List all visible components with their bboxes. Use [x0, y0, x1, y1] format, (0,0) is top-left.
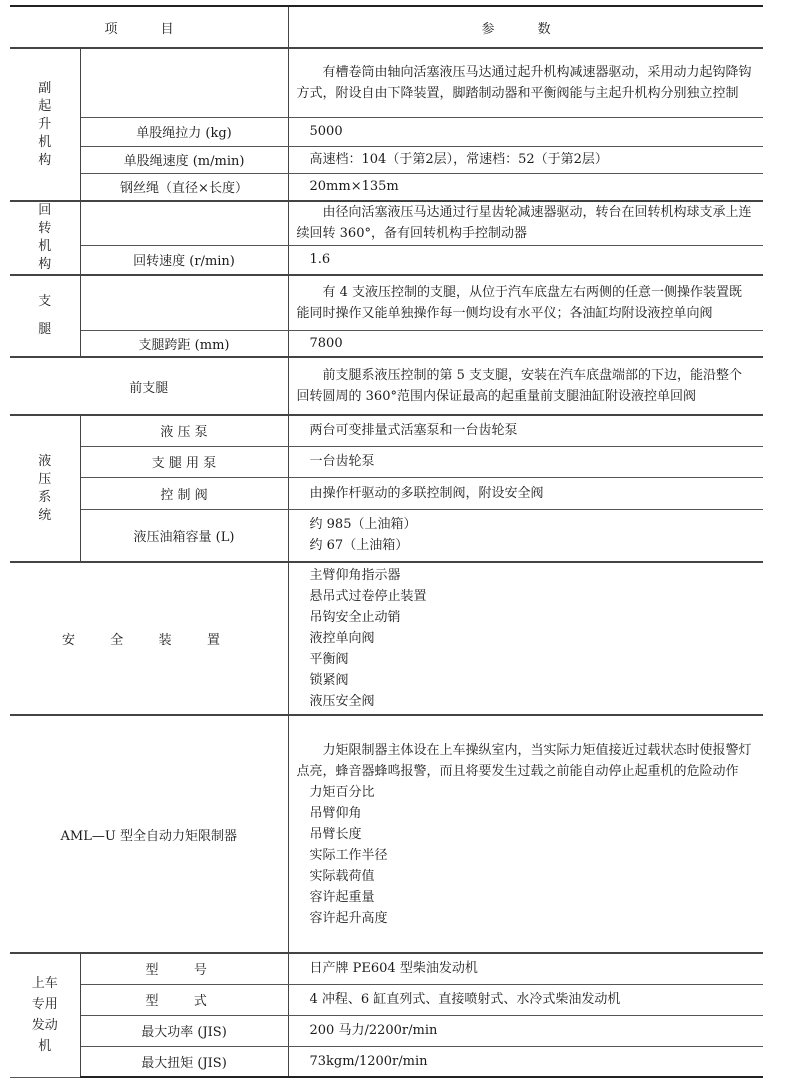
value-text: 20mm×135m	[309, 179, 399, 195]
front-outrigger-label: 前支腿	[10, 357, 288, 415]
slewing-desc	[288, 201, 763, 245]
value-text: 73kgm/1200r/min	[309, 1053, 428, 1069]
row-value	[288, 117, 763, 146]
value-text: 日产牌 PE604 型柴油发动机	[309, 961, 478, 977]
list-item: 锁紧阀	[309, 673, 349, 688]
empty-cell	[80, 48, 288, 117]
aux-hoist-desc	[288, 48, 763, 117]
row-value	[288, 446, 763, 477]
row-label: 支 腿 用 泵	[80, 446, 288, 477]
group-label: 副起升机构	[38, 80, 52, 168]
row-value	[288, 146, 763, 173]
spec-table	[10, 5, 763, 1078]
value-text: 约 67（上油箱）	[309, 538, 409, 554]
list-item: 容许起重量	[309, 889, 375, 905]
safety-label	[10, 562, 288, 715]
list-item: 吊臂长度	[309, 826, 362, 842]
row-value	[288, 173, 763, 201]
value-text: 约 985（上油箱）	[309, 517, 417, 533]
aml-label: AML—U 型全自动力矩限制器	[10, 715, 288, 953]
row-label: 单股绳速度 (m/min)	[80, 146, 288, 173]
outrigger-desc	[288, 275, 763, 330]
row-value	[288, 509, 763, 562]
desc-text: 前支腿系液压控制的第 5 支支腿，安装在汽车底盘端部的下边，能沿整个回转圆周的 360°范围内保证最高的起重量前支腿油缸附设液控单回阀	[296, 368, 743, 404]
desc-text: 有槽卷筒由轴向活塞液压马达通过起升机构减速器驱动，采用动力起钩降钩方式，附设自由下降装置，脚踏制动器和平衡阀能与主起升机构分别独立控制	[296, 64, 752, 101]
group-hydraulic	[10, 415, 80, 562]
value-text: 一台齿轮泵	[309, 454, 375, 469]
group-engine	[10, 953, 80, 1077]
label-text: 安 全 装 置	[61, 633, 236, 648]
list-item: 容许起升高度	[309, 910, 388, 926]
row-label: 液 压 泵	[80, 415, 288, 446]
header-params	[288, 6, 763, 48]
group-outrigger	[10, 275, 80, 357]
row-label: 最大扭矩 (JIS)	[80, 1046, 288, 1077]
row-value	[288, 1046, 763, 1077]
group-label: 液压系统	[38, 453, 52, 523]
label-text: 型 式	[145, 994, 223, 1009]
value-text: 5000	[309, 124, 343, 139]
row-label	[80, 984, 288, 1015]
list-item: 平衡阀	[309, 652, 349, 667]
row-label: 控 制 阀	[80, 477, 288, 509]
value-text: 由操作杆驱动的多联控制阀，附设安全阀	[309, 485, 544, 501]
row-label: 单股绳拉力 (kg)	[80, 117, 288, 146]
aml-content	[288, 715, 763, 953]
row-label: 支腿跨距 (mm)	[80, 330, 288, 357]
empty-cell	[80, 201, 288, 245]
row-label: 回转速度 (r/min)	[80, 245, 288, 275]
row-value	[288, 477, 763, 509]
label-text: 型 号	[145, 963, 223, 979]
list-item: 液控单向阀	[309, 631, 375, 646]
list-item: 液压安全阀	[309, 694, 375, 709]
list-item: 实际工作半径	[309, 847, 388, 863]
group-label: 支腿	[38, 294, 52, 337]
row-label: 最大功率 (JIS)	[80, 1015, 288, 1046]
safety-items	[288, 562, 763, 715]
row-value	[288, 245, 763, 275]
row-value	[288, 330, 763, 357]
row-value	[288, 953, 763, 984]
list-item: 力矩百分比	[309, 784, 375, 800]
row-label	[80, 953, 288, 984]
desc-text: 由径向活塞液压马达通过行星齿轮减速器驱动，转台在回转机构球支承上连续回转 360°，备有回转机构手控制动器	[296, 205, 752, 242]
list-item: 吊钩安全止动销	[309, 610, 401, 625]
header-item	[10, 6, 288, 48]
group-label: 上车专用发动机	[31, 976, 58, 1055]
header-item-text: 项 目	[104, 21, 194, 37]
value-text: 1.6	[309, 252, 331, 268]
value-text: 7800	[309, 335, 343, 351]
row-value	[288, 415, 763, 446]
value-text: 200 马力/2200r/min	[309, 1023, 438, 1038]
group-slewing	[10, 201, 80, 275]
list-item: 实际载荷值	[309, 868, 375, 884]
group-aux-hoist	[10, 48, 80, 201]
desc-text: 有 4 支液压控制的支腿，从位于汽车底盘左右两侧的任意一侧操作装置既能同时操作又能单独操作每一侧均设有水平仪；各油缸均附设液控单向阀	[296, 284, 743, 321]
row-value	[288, 984, 763, 1015]
desc-text: 力矩限制器主体设在上车操纵室内，当实际力矩值接近过载状态时使报警灯点亮，蜂音器蜂鸣报警，而且将要发生过载之前能自动停止起重机的危险动作	[296, 742, 752, 779]
list-item: 吊臂仰角	[309, 805, 362, 821]
row-value	[288, 1015, 763, 1046]
row-label: 钢丝绳（直径×长度）	[80, 173, 288, 201]
list-item: 主臂仰角指示器	[309, 568, 401, 583]
group-label: 回转机构	[38, 203, 52, 272]
value-text: 4 冲程、6 缸直列式、直接喷射式、水冷式柴油发动机	[309, 992, 621, 1007]
row-label: 液压油箱容量 (L)	[80, 509, 288, 562]
value-text: 高速档：104（于第2层），常速档：52（于第2层）	[309, 152, 608, 167]
front-outrigger-value	[288, 357, 763, 415]
value-text: 两台可变排量式活塞泵和一台齿轮泵	[309, 423, 518, 439]
list-item: 悬吊式过卷停止装置	[309, 589, 427, 604]
empty-cell	[80, 275, 288, 330]
header-params-text: 参 数	[481, 21, 571, 37]
